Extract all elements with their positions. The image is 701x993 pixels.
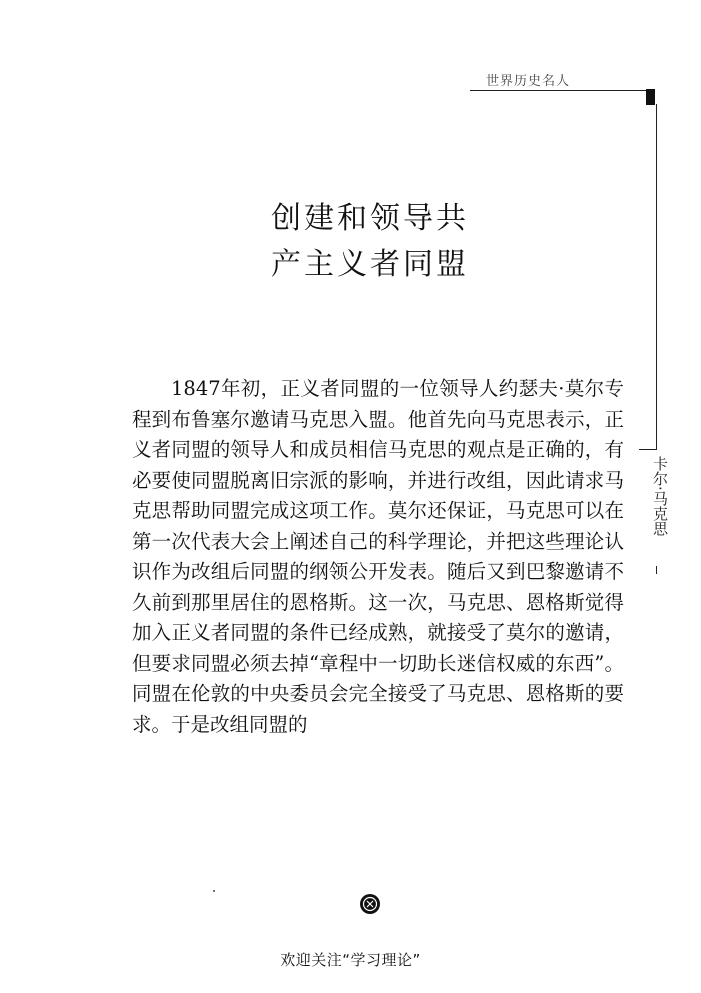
chapter-title <box>220 196 520 288</box>
page-ornament-icon <box>359 893 381 915</box>
header-rule <box>470 90 648 91</box>
footer-note: 欢迎关注“学习理论” <box>280 951 421 969</box>
print-speck <box>213 890 215 892</box>
running-header: 世界历史名人 <box>486 74 571 89</box>
side-chapter-label: 卡尔·马克思 <box>651 456 669 536</box>
side-rule-lower <box>656 566 657 574</box>
chapter-title-line-1: 创建和领导共 <box>271 201 469 236</box>
header-corner-block <box>646 89 655 105</box>
side-rule-tick <box>639 449 657 450</box>
side-rule <box>656 104 657 450</box>
chapter-title-line-2: 产主义者同盟 <box>271 247 469 282</box>
body-paragraph: 1847年初，正义者同盟的一位领导人约瑟夫·莫尔专程到布鲁塞尔邀请马克思入盟。他首先向马克思表示，正义者同盟的领导人和成员相信马克思的观点是正确的，有必要使同盟脱离旧宗派的影响，并进行改组，因此请求马克思帮助同盟完成这项工作。莫尔还保证，马克思可以在第一次代表大会上阐述自己的科学理论，并把这些理论认识作为改组后同盟的纲领公开发表。随后又到巴黎邀请不久前到那里居住的恩格斯。这一次，马克思、恩格斯觉得加入正义者同盟的条件已经成熟，就接受了莫尔的邀请，但要求同盟必须去掉“章程中一切助长迷信权威的东西”。同盟在伦敦的中央委员会完全接受了马克思、恩格斯的要求。于是改组同盟的 <box>132 377 624 736</box>
